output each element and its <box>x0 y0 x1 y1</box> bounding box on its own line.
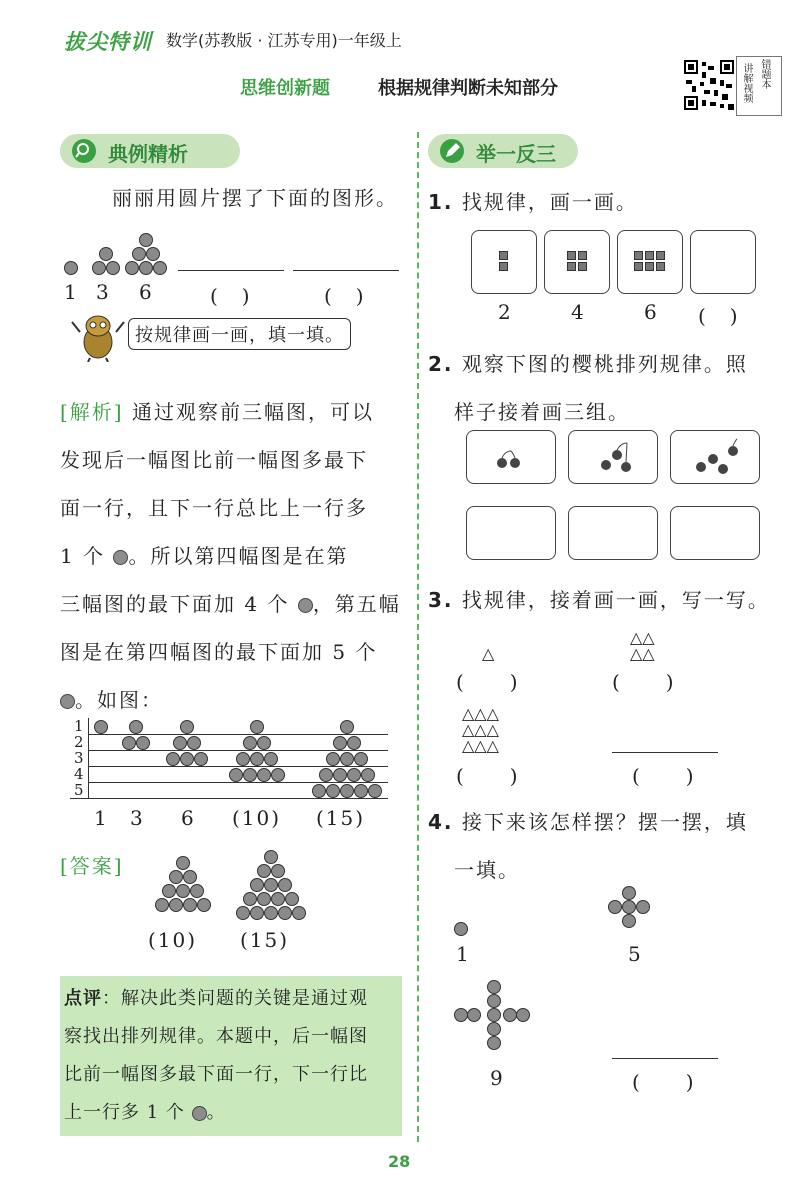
q3-blank-4[interactable]: ( ) <box>632 764 696 788</box>
analysis-line-6: 图是在第四幅图的最下面加 5 个 <box>60 640 378 664</box>
diagram-label-3: 3 <box>130 806 145 830</box>
question-2: 2. 观察下图的樱桃排列规律。照 样子接着画三组。 <box>428 352 748 424</box>
analysis-line-7: 。如图： <box>75 688 163 712</box>
answer-label-10: (10) <box>148 928 198 952</box>
q1-box-1 <box>471 230 537 294</box>
brand-logo: 拔尖特训 <box>64 30 152 54</box>
analysis-line-5b: ，第五幅 <box>312 592 401 616</box>
review-line-1: ：解决此类问题的关键是通过观 <box>102 988 368 1009</box>
mascot-icon <box>70 312 126 362</box>
analysis-tag: [解析] <box>60 400 124 424</box>
cherry-icon <box>671 431 761 485</box>
circle-token-icon <box>113 550 128 565</box>
analysis-line-5a: 三幅图的最下面加 4 个 <box>60 592 290 616</box>
circle-token-icon <box>60 694 75 709</box>
blank-line-5 <box>293 270 399 271</box>
q2-box-2 <box>568 430 658 484</box>
blank-line-4 <box>178 270 284 271</box>
q1-blank[interactable]: ( ) <box>698 304 740 328</box>
q4-label-5: 5 <box>628 942 643 966</box>
circle-token-icon <box>192 1106 207 1121</box>
review-title: 点评 <box>64 988 102 1009</box>
q4-label-9: 9 <box>490 1066 505 1090</box>
example-label-1: 1 <box>64 280 79 304</box>
example-blank-4: ( ) <box>210 284 252 308</box>
analysis-line-2: 发现后一幅图比前一幅图多最下 <box>60 448 368 472</box>
diagram-label-6: 6 <box>181 806 196 830</box>
q3-blank-1[interactable]: ( ) <box>456 670 520 694</box>
q3-blank-3[interactable]: ( ) <box>456 764 520 788</box>
q4-blank[interactable]: ( ) <box>632 1070 696 1094</box>
q3-blank-2[interactable]: ( ) <box>612 670 676 694</box>
cherry-icon <box>569 431 659 485</box>
answer-label-15: (15) <box>240 928 290 952</box>
qr-label-video: 讲解视频 <box>741 63 752 103</box>
analysis-line-3: 面一行，且下一行总比上一行多 <box>60 496 368 520</box>
example-label-6: 6 <box>139 280 154 304</box>
qr-code-icon[interactable] <box>682 58 736 112</box>
q1-box-3 <box>617 230 683 294</box>
question-3: 3. 找规律，接着画一画，写一写。 <box>428 588 770 612</box>
analysis-line-4a: 1 个 <box>60 544 106 568</box>
review-line-3: 比前一幅图多最下面一行，下一行比 <box>64 1064 368 1085</box>
q1-label-6: 6 <box>644 300 659 324</box>
triangle-icon: △△ △△ <box>630 628 655 663</box>
q2-box-3 <box>670 430 760 484</box>
triangle-icon: △ <box>482 644 495 663</box>
page-number: 28 <box>388 1152 411 1171</box>
q2-answer-box-1[interactable] <box>466 506 556 560</box>
circle-token-icon <box>298 598 313 613</box>
example-label-3: 3 <box>96 280 111 304</box>
example-problem: 丽丽用圆片摆了下面的图形。 <box>112 186 398 210</box>
column-divider <box>417 132 419 1142</box>
q2-box-1 <box>466 430 556 484</box>
review-line-4: 上一行多 1 个 <box>64 1102 185 1123</box>
q1-box-answer[interactable] <box>690 230 756 294</box>
q2-answer-box-3[interactable] <box>670 506 760 560</box>
qr-label-box[interactable] <box>736 56 782 116</box>
subject-title: 数学(苏教版 · 江苏专用)一年级上 <box>166 31 402 50</box>
qr-label-errors: 错题本 <box>759 59 770 89</box>
diagram-label-10: (10) <box>232 806 282 830</box>
triangle-icon: △△△ △△△ △△△ <box>462 704 499 755</box>
analysis-line-4b: 。所以第四幅图是在第 <box>128 544 349 568</box>
analysis-block <box>60 388 410 724</box>
cherry-icon <box>467 431 557 485</box>
q4-dot <box>454 922 468 936</box>
review-line-2: 察找出排列规律。本题中，后一幅图 <box>64 1026 368 1047</box>
diagram-label-1: 1 <box>94 806 109 830</box>
row-diagram <box>70 718 390 800</box>
example-blank-5: ( ) <box>324 284 366 308</box>
answer-figures <box>140 848 310 918</box>
section-title-practice: 举一反三 <box>476 142 556 166</box>
q4-figure-5 <box>608 886 650 928</box>
example-figures <box>60 228 190 278</box>
analysis-line-1: 通过观察前三幅图，可以 <box>131 400 374 424</box>
q1-label-2: 2 <box>498 300 513 324</box>
review-box: 点评：解决此类问题的关键是通过观 察找出排列规律。本题中，后一幅图 比前一幅图多最下面一行，下一行比 上一行多 1 个 。 <box>60 976 402 1136</box>
section-header-example <box>60 134 240 168</box>
row-numbers: 1 2 3 4 5 <box>74 717 84 799</box>
q1-label-4: 4 <box>571 300 586 324</box>
q4-label-1: 1 <box>456 942 471 966</box>
magnifier-icon <box>72 139 96 163</box>
question-4: 4. 接下来该怎样摆？摆一摆，填 一填。 <box>428 810 748 882</box>
q1-box-2 <box>544 230 610 294</box>
question-1: 1. 找规律，画一画。 <box>428 190 638 214</box>
answer-tag: [答案] <box>60 854 124 878</box>
diagram-label-15: (15) <box>316 806 366 830</box>
section-header-practice <box>428 134 578 168</box>
hint-bubble: 按规律画一画，填一填。 <box>128 318 351 350</box>
q3-blank-line <box>612 752 718 753</box>
q4-blank-line <box>612 1058 718 1059</box>
pencil-icon <box>440 139 464 163</box>
q2-answer-box-2[interactable] <box>568 506 658 560</box>
topic-tag: 思维创新题 <box>240 78 330 99</box>
section-title-example: 典例精析 <box>108 142 188 166</box>
q4-figure-9 <box>454 980 524 1050</box>
topic-title: 根据规律判断未知部分 <box>378 78 558 99</box>
